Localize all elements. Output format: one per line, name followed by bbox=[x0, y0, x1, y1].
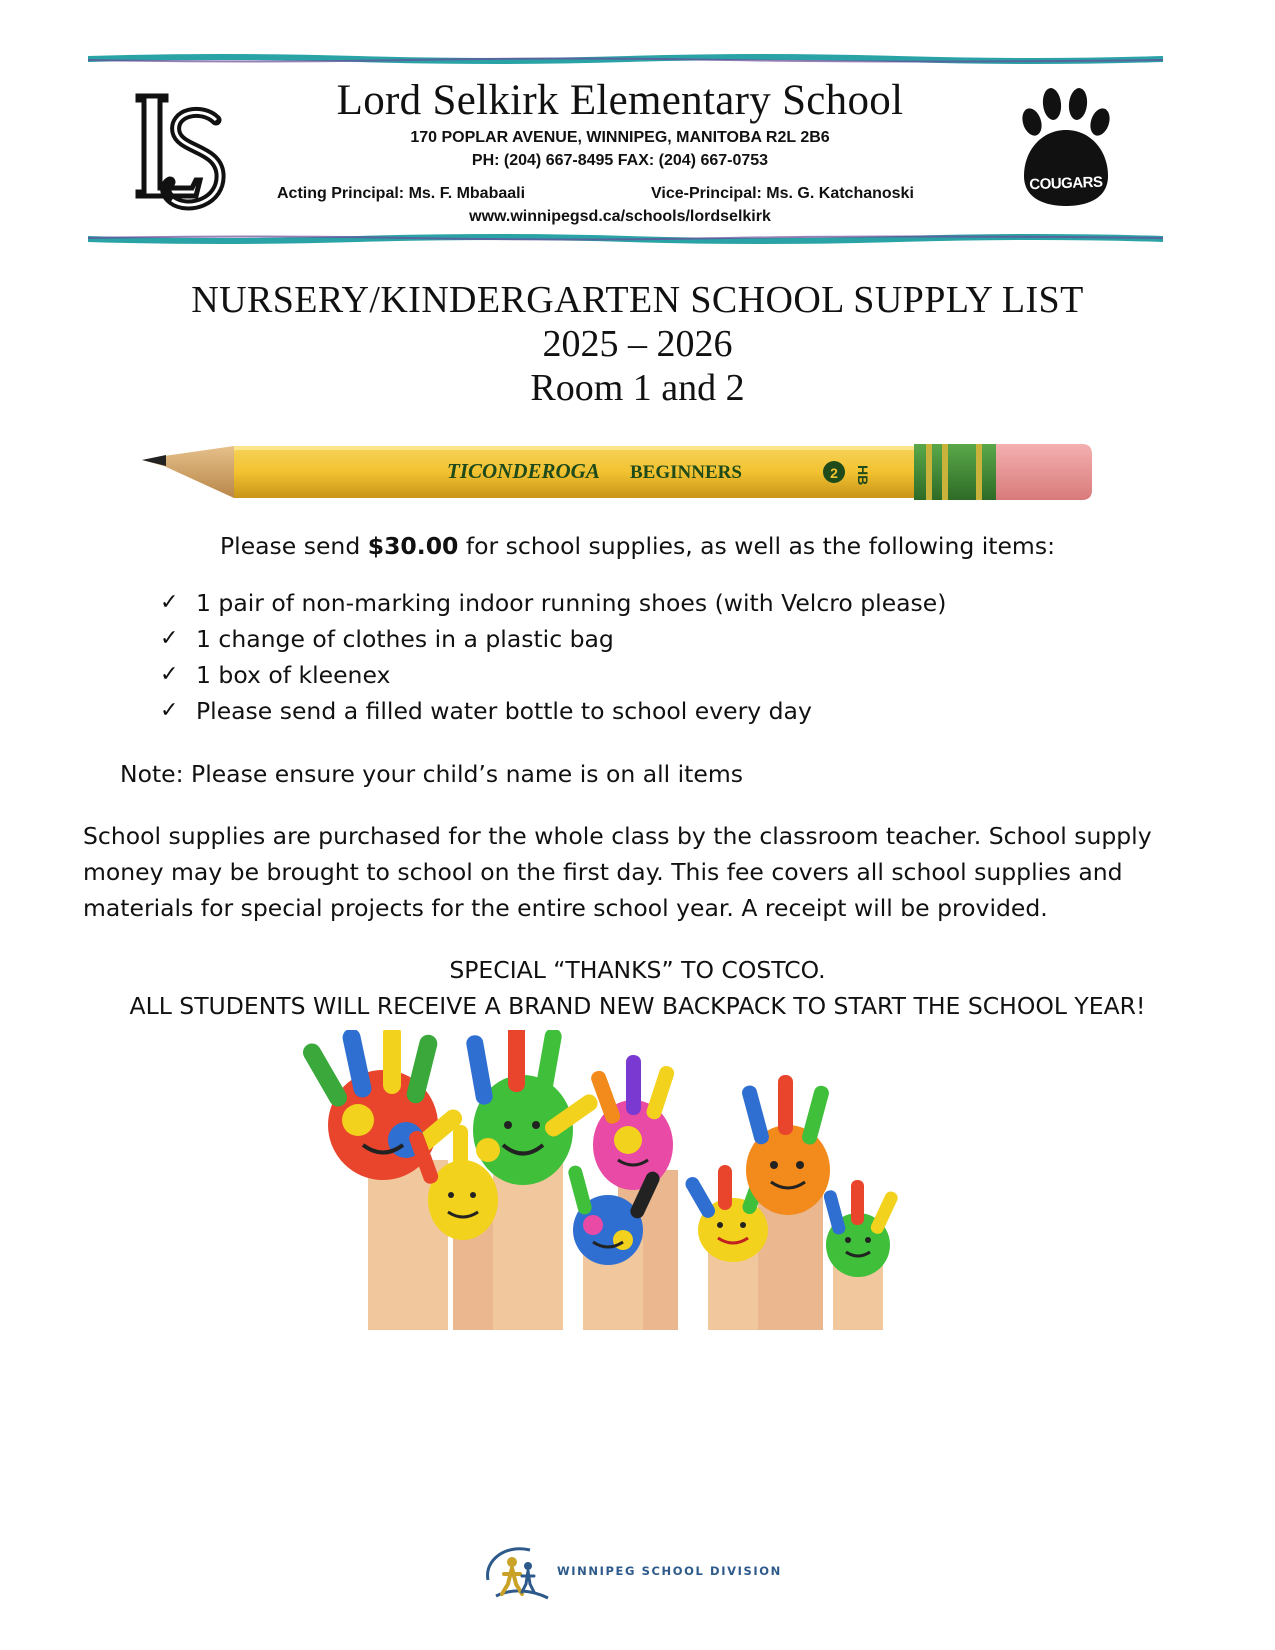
supply-checklist bbox=[160, 585, 946, 729]
paragraph-line: School supplies are purchased for the whole class by the classroom teacher. School supply bbox=[83, 822, 1152, 850]
supplies-paragraph bbox=[83, 818, 1213, 926]
school-name: Lord Selkirk Elementary School bbox=[336, 77, 904, 124]
checkmark-icon: ✓ bbox=[160, 662, 179, 687]
pencil-number: 2 bbox=[830, 465, 838, 481]
checklist-item bbox=[160, 585, 946, 621]
pencil-model: BEGINNERS bbox=[630, 462, 742, 483]
costco-thanks bbox=[0, 952, 1275, 1024]
supply-list-title: NURSERY/KINDERGARTEN SCHOOL SUPPLY LIST bbox=[191, 279, 1084, 321]
painted-hands-illustration-icon bbox=[288, 1030, 978, 1330]
acting-principal: Acting Principal: Ms. F. Mbabaali bbox=[277, 185, 526, 202]
checklist-item bbox=[160, 657, 946, 693]
checklist-item bbox=[160, 621, 946, 657]
intro-after: for school supplies, as well as the following items: bbox=[458, 532, 1055, 560]
header-bottom-band bbox=[88, 234, 1163, 244]
checklist-item bbox=[160, 693, 946, 729]
checklist-item-text: Please send a filled water bottle to school every day bbox=[196, 697, 812, 725]
checklist-item-text: 1 pair of non-marking indoor running shoes (with Velcro please) bbox=[196, 589, 947, 617]
pencil-grade: HB bbox=[855, 465, 871, 486]
school-phone-fax: PH: (204) 667-8495 FAX: (204) 667-0753 bbox=[471, 152, 769, 169]
school-address: 170 POPLAR AVENUE, WINNIPEG, MANITOBA R2L 2B6 bbox=[410, 129, 830, 146]
thanks-line: SPECIAL “THANKS” TO COSTCO. bbox=[449, 956, 826, 984]
name-note: Note: Please ensure your child’s name is on all items bbox=[120, 760, 743, 788]
school-division-name: WINNIPEG SCHOOL DIVISION bbox=[557, 1564, 782, 1578]
checklist-item-text: 1 change of clothes in a plastic bag bbox=[196, 625, 614, 653]
mascot-text: COUGARS bbox=[1029, 173, 1103, 194]
school-website-link[interactable]: www.winnipegsd.ca/schools/lordselkirk bbox=[469, 208, 771, 225]
vice-principal: Vice-Principal: Ms. G. Katchanoski bbox=[651, 185, 914, 202]
paragraph-line: materials for special projects for the entire school year. A receipt will be provided. bbox=[83, 894, 1048, 922]
pencil-illustration-icon bbox=[142, 440, 1092, 504]
school-year: 2025 – 2026 bbox=[542, 323, 733, 365]
pencil-brand: TICONDEROGA bbox=[447, 459, 600, 483]
checklist-item-text: 1 box of kleenex bbox=[196, 661, 391, 689]
intro-before: Please send bbox=[220, 532, 368, 560]
winnipeg-school-division-logo-icon bbox=[482, 1540, 552, 1602]
paragraph-line: money may be brought to school on the first day. This fee covers all school supplies and bbox=[83, 858, 1123, 886]
backpack-line: ALL STUDENTS WILL RECEIVE A BRAND NEW BACKPACK TO START THE SCHOOL YEAR! bbox=[129, 992, 1146, 1020]
intro-text bbox=[0, 532, 1275, 560]
checkmark-icon: ✓ bbox=[160, 698, 179, 723]
header-top-band bbox=[88, 54, 1163, 64]
checkmark-icon: ✓ bbox=[160, 590, 179, 615]
room-label: Room 1 and 2 bbox=[530, 367, 745, 409]
supply-fee-amount: $30.00 bbox=[367, 532, 459, 560]
checkmark-icon: ✓ bbox=[160, 626, 179, 651]
